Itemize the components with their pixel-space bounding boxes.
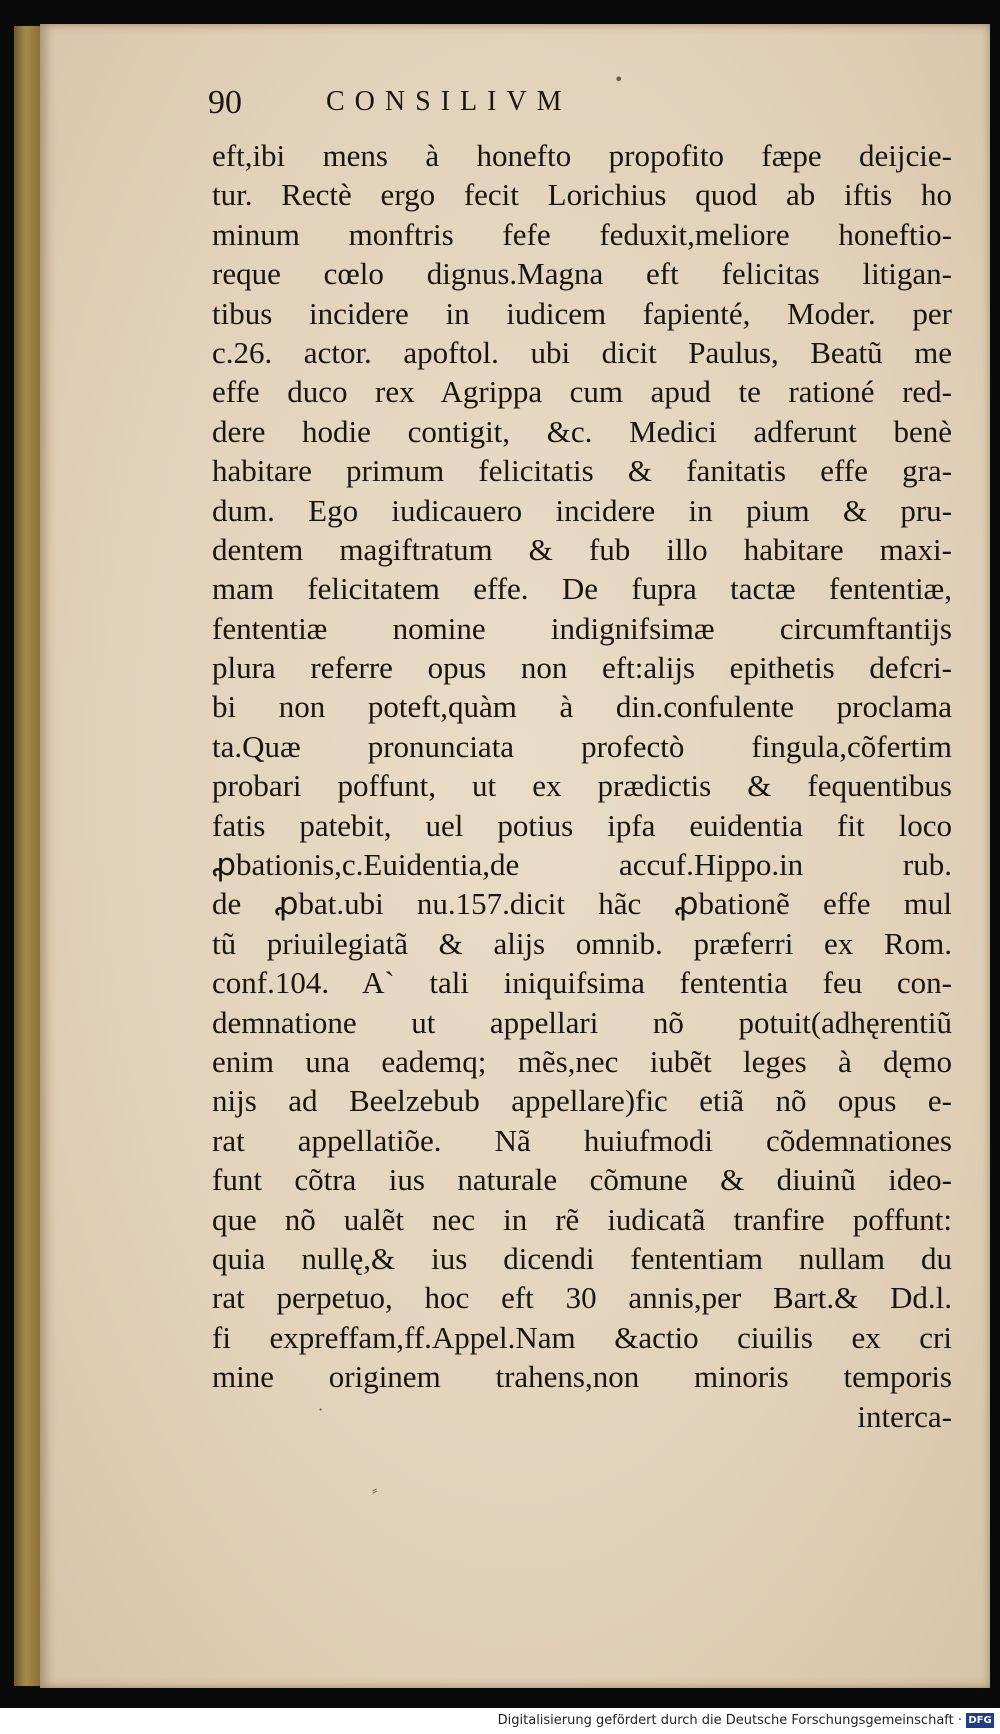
running-head: CONSILIVM [326, 86, 572, 117]
text-line: tũ priuilegiatã & alijs omnib. præferri ex Rom. [212, 925, 952, 961]
ink-speck: · [318, 1400, 324, 1419]
text-line: ta.Quæ pronunciata profectò fingula,cõfertim [212, 728, 952, 764]
dfg-logo: DFG [966, 1713, 994, 1728]
text-line: ꝓbationis,c.Euidentia,de accuf.Hippo.in rub. [212, 847, 952, 883]
text-line: enim una eademq; mẽs,nec iubẽt leges à dęmo [212, 1043, 952, 1079]
ink-speck: • [614, 70, 624, 89]
text-line: que nõ ualẽt nec in rẽ iudicatã tranfire poffunt: [212, 1201, 952, 1237]
text-line: eft,ibi mens à honefto propofito fæpe deijcie- [212, 138, 952, 173]
text-line: funt cõtra ius naturale cõmune & diuinũ ideo- [212, 1162, 952, 1198]
text-line: tibus incidere in iudicem fapienté, Moder. per [212, 295, 952, 331]
ink-mark: ⸗ [372, 1480, 378, 1499]
text-line: mam felicitatem effe. De fupra tactæ fententiæ, [212, 571, 952, 607]
text-line: quia nullę,& ius dicendi fententiam nullam du [212, 1240, 952, 1276]
text-line: conf.104. A` tali iniquifsima fententia feu con- [212, 965, 952, 1001]
text-line: dere hodie contigit, &c. Medici adferunt benè [212, 413, 952, 449]
text-line: bi non poteft,quàm à din.confulente proclama [212, 689, 952, 725]
funding-credit: Digitalisierung gefördert durch die Deutsche Forschungsgemeinschaft · [497, 1713, 962, 1728]
page-number: 90 [208, 84, 242, 121]
text-line: fi expreffam,ff.Appel.Nam &actio ciuilis ex cri [212, 1319, 952, 1355]
text-line: c.26. actor. apoftol. ubi dicit Paulus, Beatũ me [212, 334, 952, 370]
text-line: interca- [857, 1398, 952, 1434]
text-line: demnatione ut appellari nõ potuit(adhęrentiũ [212, 1004, 952, 1040]
text-line: effe duco rex Agrippa cum apud te rationé red- [212, 374, 952, 410]
text-line: fatis patebit, uel potius ipfa euidentia fit loco [212, 807, 952, 843]
text-line: minum monftris fefe feduxit,meliore honeftio- [212, 216, 952, 252]
text-line: rat perpetuo, hoc eft 30 annis,per Bart.& Dd.l. [212, 1280, 952, 1316]
text-line: reque cœlo dignus.Magna eft felicitas litigan- [212, 256, 952, 292]
footer-bar [0, 1708, 1000, 1734]
text-line: nijs ad Beelzebub appellare)fic etiã nõ opus e- [212, 1083, 952, 1119]
text-line: rat appellatiõe. Nã huiufmodi cõdemnationes [212, 1122, 952, 1158]
text-line: habitare primum felicitatis & fanitatis effe gra- [212, 453, 952, 489]
text-line: fententiæ nomine indignifsimæ circumftantijs [212, 610, 952, 646]
text-line: de ꝓbat.ubi nu.157.dicit hãc ꝓbationẽ effe mul [212, 886, 952, 922]
text-line: dum. Ego iudicauero incidere in pium & pru- [212, 492, 952, 528]
text-line: dentem magiftratum & fub illo habitare maxi- [212, 531, 952, 567]
book-fore-edge [14, 26, 40, 1686]
text-line: probari poffunt, ut ex prædictis & fequentibus [212, 768, 952, 804]
text-line: mine originem trahens,non minoris temporis [212, 1359, 952, 1395]
body-text [212, 136, 952, 1436]
text-line: plura referre opus non eft:alijs epithetis defcri- [212, 650, 952, 686]
text-line: tur. Rectè ergo fecit Lorichius quod ab iftis ho [212, 177, 952, 213]
